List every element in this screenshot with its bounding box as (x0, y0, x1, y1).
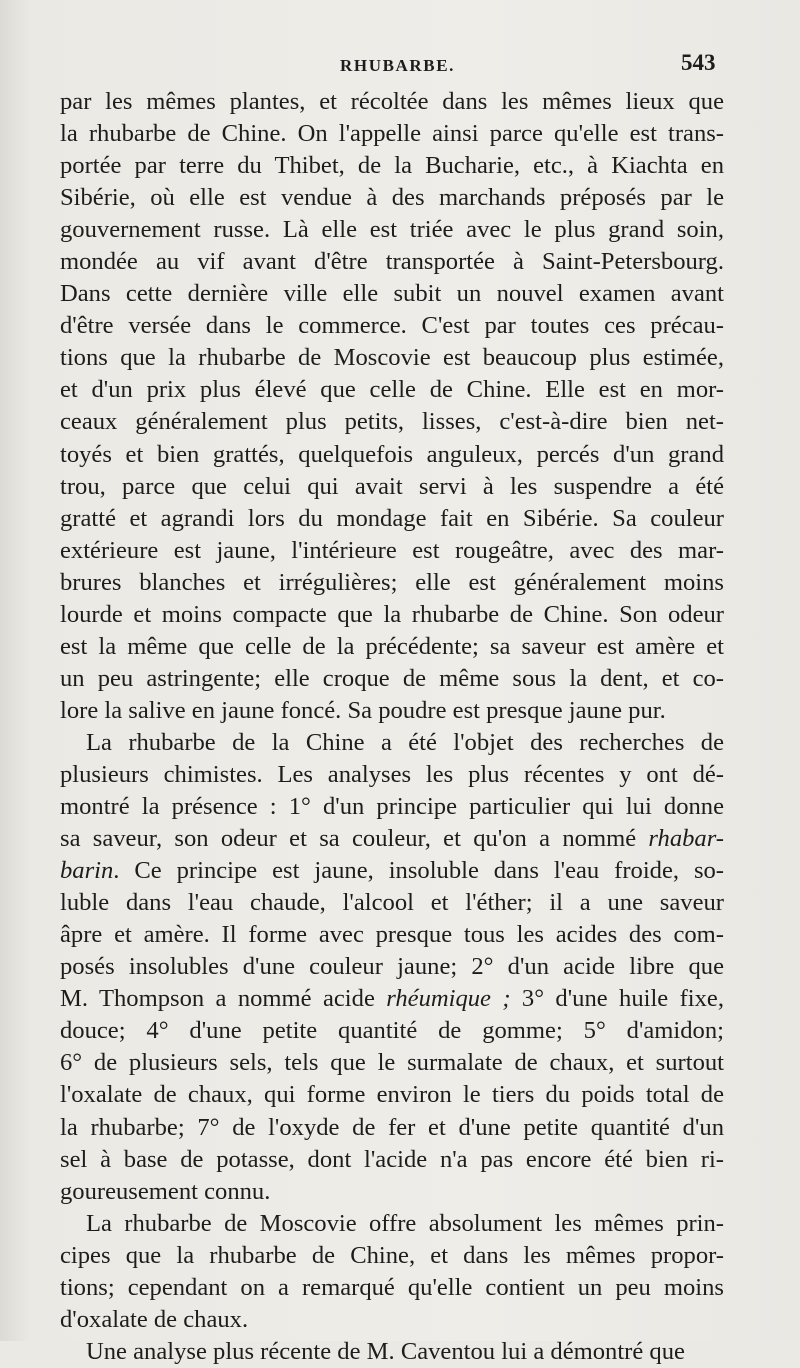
text-segment: ceaux généralement plus petits, lisses, c'est-à-dire bien net- (60, 408, 724, 436)
text-line (60, 439, 724, 471)
text-segment: Une analyse plus récente de M. Caventou lui a démontré que (86, 1337, 685, 1365)
text-line (60, 406, 724, 438)
text-segment: sel à base de potasse, dont l'acide n'a pas encore été bien ri- (60, 1145, 724, 1173)
text-segment: Sibérie, où elle est vendue à des marchands préposés par le (60, 184, 724, 212)
text-line (60, 246, 724, 278)
text-line (60, 374, 724, 406)
text-segment: 6° de plusieurs sels, tels que le surmalate de chaux, et surtout (60, 1049, 724, 1077)
text-line (60, 150, 724, 182)
text-segment: toyés et bien grattés, quelquefois anguleux, percés d'un grand (60, 440, 724, 468)
text-line (60, 1015, 724, 1047)
text-line (60, 182, 724, 214)
text-segment: et d'un prix plus élevé que celle de Chine. Elle est en mor- (60, 376, 724, 404)
text-segment: par les mêmes plantes, et récoltée dans les mêmes lieux que (60, 88, 724, 115)
text-segment: goureusement connu. (60, 1177, 271, 1205)
text-line (60, 1176, 724, 1208)
text-line (60, 86, 724, 118)
text-segment: l'oxalate de chaux, qui forme environ le tiers du poids total de (60, 1081, 724, 1109)
text-segment: la rhubarbe de Chine. On l'appelle ainsi parce qu'elle est trans- (60, 120, 724, 148)
text-segment: posés insolubles d'une couleur jaune; 2° d'un acide libre que (60, 953, 724, 981)
page-number: 543 (681, 50, 716, 75)
text-line (60, 791, 724, 823)
text-segment: lore la salive en jaune foncé. Sa poudre est presque jaune pur. (60, 696, 666, 724)
text-line (60, 1112, 724, 1144)
text-segment: sa saveur, son odeur et sa couleur, et qu'on a nommé (60, 825, 649, 853)
text-line (60, 1240, 724, 1272)
text-segment: La rhubarbe de la Chine a été l'objet des recherches de (86, 728, 724, 756)
text-line (60, 823, 724, 855)
text-line (60, 887, 724, 919)
page-header (0, 50, 800, 80)
text-line (60, 503, 724, 535)
text-line (60, 342, 724, 374)
italic-term: rhabar- (648, 825, 724, 853)
text-line (60, 1304, 724, 1336)
text-line (60, 535, 724, 567)
text-line (60, 1272, 724, 1304)
text-line (60, 278, 724, 310)
text-segment: gratté et agrandi lors du mondage fait en Sibérie. Sa couleur (60, 504, 724, 532)
text-line (60, 471, 724, 503)
text-segment: tions; cependant on a remarqué qu'elle contient un peu moins (60, 1273, 724, 1301)
text-line (60, 567, 724, 599)
text-segment: est la même que celle de la précédente; sa saveur est amère et (60, 632, 724, 660)
text-line (60, 983, 724, 1015)
italic-term: rhéumique ; (386, 985, 511, 1013)
text-line (60, 599, 724, 631)
text-line (60, 214, 724, 246)
body-text (60, 86, 724, 1368)
text-line (60, 1079, 724, 1111)
text-line (60, 118, 724, 150)
running-head: RHUBARBE. (340, 56, 455, 75)
text-segment: extérieure est jaune, l'intérieure est rougeâtre, avec des mar- (60, 536, 724, 564)
paragraph (60, 86, 724, 727)
text-segment: Dans cette dernière ville elle subit un nouvel examen avant (60, 280, 724, 308)
text-segment: âpre et amère. Il forme avec presque tous les acides des com- (60, 921, 724, 949)
text-segment: mondée au vif avant d'être transportée à Saint-Petersbourg. (60, 248, 724, 276)
text-segment: cipes que la rhubarbe de Chine, et dans les mêmes propor- (60, 1241, 724, 1269)
text-segment: La rhubarbe de Moscovie offre absolument les mêmes prin- (86, 1209, 724, 1237)
text-segment: plusieurs chimistes. Les analyses les plus récentes y ont dé- (60, 760, 724, 788)
text-line (60, 631, 724, 663)
text-segment: lourde et moins compacte que la rhubarbe de Chine. Son odeur (60, 600, 724, 628)
text-line (60, 310, 724, 342)
text-segment: luble dans l'eau chaude, l'alcool et l'éther; il a une saveur (60, 889, 724, 917)
text-line (60, 759, 724, 791)
text-segment: tions que la rhubarbe de Moscovie est beaucoup plus estimée, (60, 344, 724, 372)
text-segment: un peu astringente; elle croque de même sous la dent, et co- (60, 664, 724, 692)
text-line (60, 919, 724, 951)
text-segment: d'être versée dans le commerce. C'est par toutes ces précau- (60, 312, 724, 340)
text-line (60, 951, 724, 983)
italic-term: barin (60, 857, 114, 885)
text-segment: brures blanches et irrégulières; elle est généralement moins (60, 568, 724, 596)
text-line (60, 695, 724, 727)
text-segment: gouvernement russe. Là elle est triée avec le plus grand soin, (60, 216, 724, 244)
text-line (60, 663, 724, 695)
text-line (60, 855, 724, 887)
text-line (60, 727, 724, 759)
text-segment: portée par terre du Thibet, de la Bucharie, etc., à Kiachta en (60, 152, 724, 180)
text-segment: la rhubarbe; 7° de l'oxyde de fer et d'une petite quantité d'un (60, 1113, 724, 1141)
text-line (60, 1144, 724, 1176)
text-line (60, 1047, 724, 1079)
text-segment: d'oxalate de chaux. (60, 1305, 249, 1333)
text-segment: 3° d'une huile fixe, (510, 985, 724, 1013)
text-segment: M. Thompson a nommé acide (60, 985, 387, 1013)
paragraph (60, 1208, 724, 1336)
text-segment: montré la présence : 1° d'un principe particulier qui lui donne (60, 793, 724, 821)
paragraph (60, 727, 724, 1208)
text-line (60, 1208, 724, 1240)
text-segment: trou, parce que celui qui avait servi à les suspendre a été (60, 472, 724, 500)
text-segment: douce; 4° d'une petite quantité de gomme; 5° d'amidon; (60, 1017, 724, 1045)
text-segment: . Ce principe est jaune, insoluble dans l'eau froide, so- (113, 857, 724, 885)
